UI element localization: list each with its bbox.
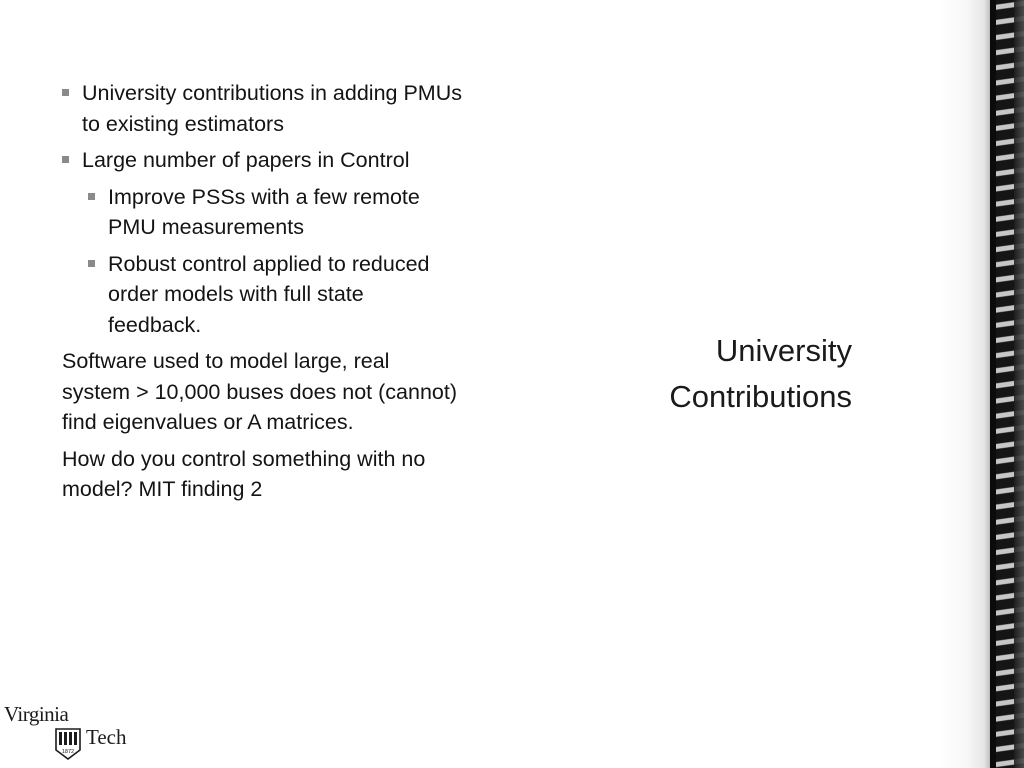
bullet-text: University contributions in adding PMUs to existing estimators	[82, 81, 462, 136]
sub-bullet-item	[62, 182, 462, 243]
logo-wordmark-virginia: Virginia	[4, 702, 69, 726]
sub-bullet-item	[62, 249, 462, 341]
sub-bullet-text: Improve PSSs with a few remote PMU measurements	[108, 184, 420, 239]
square-bullet-icon	[88, 260, 95, 267]
sub-bullet-text: Robust control applied to reduced order models with full state feedback.	[108, 251, 430, 337]
bullet-item	[62, 78, 462, 139]
body-paragraph: Software used to model large, real system > 10,000 buses does not (cannot) find eigenvalues or A matrices.	[62, 349, 457, 434]
page-edge-shadow	[940, 0, 992, 768]
logo-wordmark-tech: Tech	[86, 725, 127, 749]
square-bullet-icon	[88, 193, 95, 200]
bullet-text: Large number of papers in Control	[82, 148, 410, 172]
slide-title-line: University	[715, 333, 852, 368]
logo-year: 1872	[61, 749, 75, 755]
body-paragraph: How do you control something with no model? MIT finding 2	[62, 446, 426, 501]
slide-title	[552, 328, 852, 420]
shield-icon	[54, 728, 82, 760]
slide-title-line: Contributions	[669, 379, 852, 414]
virginia-tech-logo	[4, 702, 144, 764]
decorative-film-strip	[990, 0, 1024, 768]
bullet-item	[62, 145, 462, 176]
slide-body	[62, 78, 462, 511]
square-bullet-icon	[62, 89, 69, 96]
square-bullet-icon	[62, 156, 69, 163]
